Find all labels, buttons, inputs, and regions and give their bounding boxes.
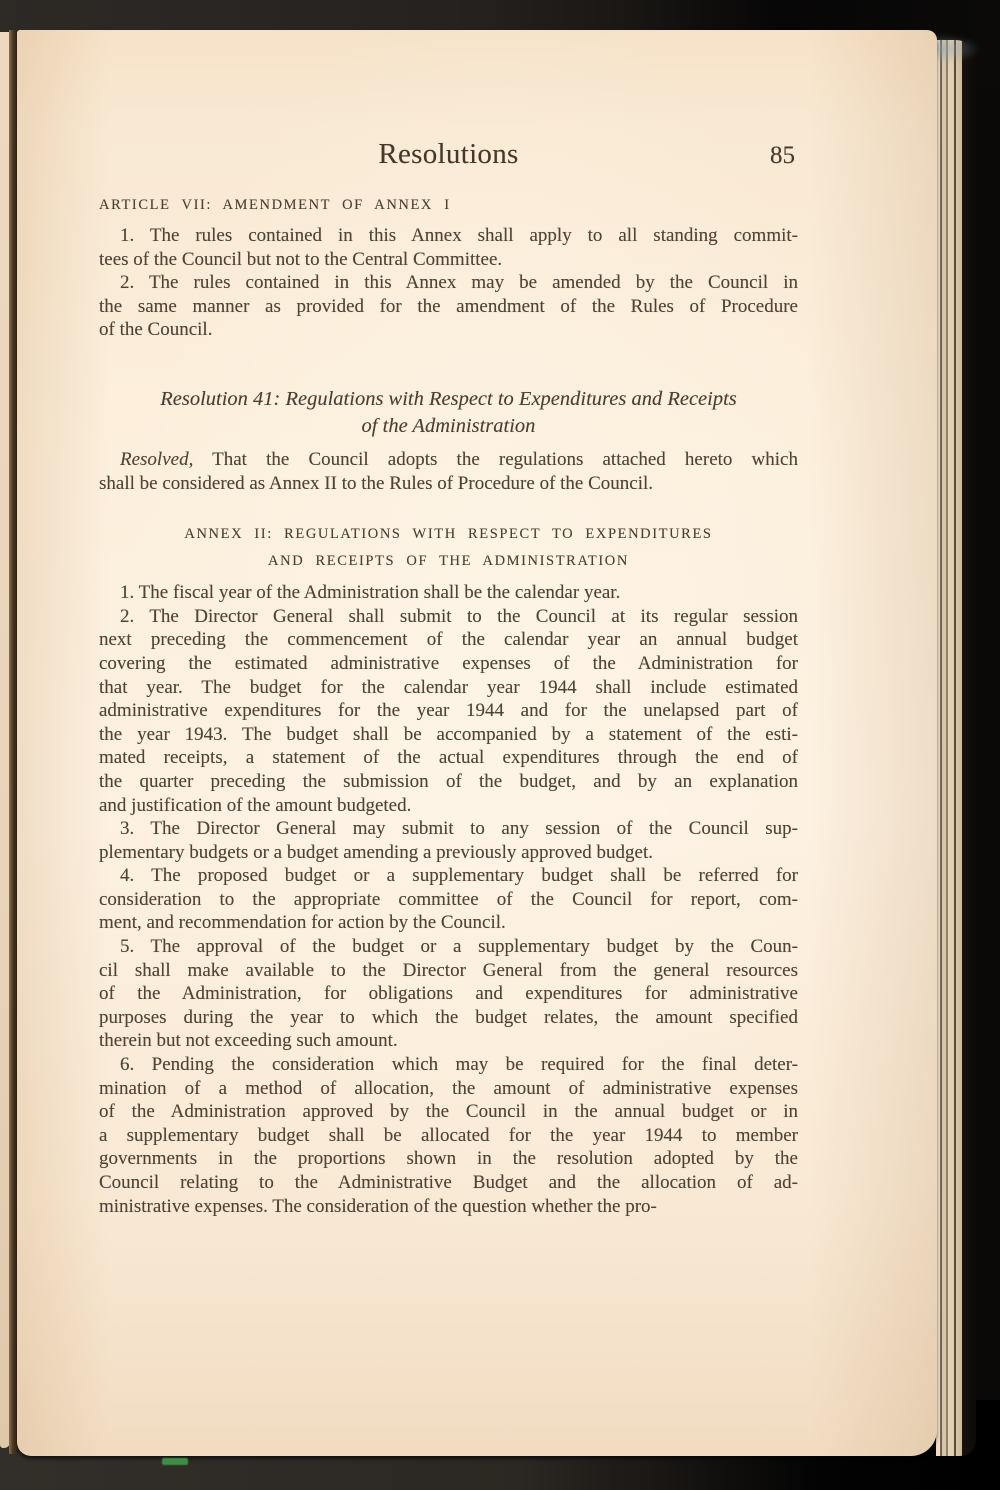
text-line: that year. The budget for the calendar year 1944 shall include estimated xyxy=(99,676,798,698)
text-line: of the Administration, for obligations and expenditures for administrative xyxy=(99,983,798,1005)
text-line: next preceding the commencement of the calendar year an annual budget xyxy=(99,629,798,651)
running-head xyxy=(99,136,798,172)
annex-items xyxy=(99,581,798,1218)
text-line: administrative expenditures for the year 1944 and for the unelapsed part of xyxy=(99,700,798,722)
text-line: 1. The rules contained in this Annex shall apply to all standing commit- xyxy=(120,225,798,246)
annex-heading xyxy=(99,521,798,575)
text-block xyxy=(99,136,798,1218)
text-line: a supplementary budget shall be allocated for the year 1944 to member xyxy=(99,1124,798,1146)
annex-item-6 xyxy=(99,1053,798,1218)
text-line: of the Administration approved by the Council in the annual budget or in xyxy=(99,1101,798,1123)
text-line: the year 1943. The budget shall be accompanied by a statement of the esti- xyxy=(99,723,798,745)
text-line: consideration to the appropriate committee of the Council for report, com- xyxy=(99,888,798,910)
text-line: ministrative expenses. The consideration of the question whether the pro- xyxy=(99,1195,657,1217)
text-line: the quarter preceding the submission of the budget, and by an explanation xyxy=(99,770,798,792)
text-line: Resolution 41: Regulations with Respect to Expenditures and Receipts xyxy=(160,387,737,410)
text-line: 5. The approval of the budget or a supplementary budget by the Coun- xyxy=(120,936,798,958)
text-line: purposes during the year to which the budget relates, the amount specified xyxy=(99,1006,798,1028)
annex-item-1 xyxy=(99,581,798,605)
page-number: 85 xyxy=(770,142,795,169)
annex-item-3 xyxy=(99,817,798,864)
text-line: governments in the proportions shown in the resolution adopted by the xyxy=(99,1148,798,1170)
text-line: 4. The proposed budget or a supplementary budget shall be referred for xyxy=(120,865,798,887)
text-line: ANNEX II: REGULATIONS WITH RESPECT TO EXPENDITURES xyxy=(184,526,713,543)
resolved-lead: Resolved, xyxy=(120,448,194,470)
text-line: ment, and recommendation for action by the Council. xyxy=(99,912,506,934)
text-line: 3. The Director General may submit to any session of the Council sup- xyxy=(120,818,798,840)
text-line: covering the estimated administrative expenses of the Administration for xyxy=(99,652,798,674)
text-line: mated receipts, a statement of the actual expenditures through the end of xyxy=(99,747,798,769)
text-line: 6. Pending the consideration which may be required for the final deter- xyxy=(120,1054,798,1076)
resolved-rest: That the Council adopts the regulations attached hereto which xyxy=(193,448,798,470)
article-paragraph-2 xyxy=(99,271,798,342)
text-line xyxy=(99,448,798,472)
page-stack-edges xyxy=(936,40,976,1456)
text-line: the same manner as provided for the amendment of the Rules of Procedure xyxy=(99,295,798,317)
text-line: 1. The fiscal year of the Administration shall be the calendar year. xyxy=(120,582,621,604)
text-line: 2. The rules contained in this Annex may be amended by the Council in xyxy=(120,272,798,294)
text-line: mination of a method of allocation, the amount of administrative expenses xyxy=(99,1077,798,1099)
text-line: of the Administration xyxy=(361,414,536,437)
text-line: and justification of the amount budgeted. xyxy=(99,794,412,816)
annex-item-5 xyxy=(99,935,798,1053)
annex-item-2 xyxy=(99,605,798,817)
text-line: 2. The Director General shall submit to the Council at its regular session xyxy=(120,605,798,627)
text-line: Council relating to the Administrative Budget and the allocation of ad- xyxy=(99,1172,798,1193)
text-line: AND RECEIPTS OF THE ADMINISTRATION xyxy=(268,553,629,570)
article-heading: ARTICLE VII: AMENDMENT OF ANNEX I xyxy=(99,197,451,213)
resolution-title xyxy=(99,386,798,440)
article-paragraph-1 xyxy=(99,224,798,271)
running-head-title: Resolutions xyxy=(378,138,519,170)
text-line: plementary budgets or a budget amending a previously approved budget. xyxy=(99,841,654,863)
text-line: cil shall make available to the Director General from the general resources xyxy=(99,959,798,981)
text-line: shall be considered as Annex II to the Rules of Procedure of the Council. xyxy=(99,472,654,494)
text-line: tees of the Council but not to the Central Committee. xyxy=(99,248,503,270)
annex-item-4 xyxy=(99,864,798,935)
resolved-paragraph xyxy=(99,448,798,495)
text-line: of the Council. xyxy=(99,319,213,341)
book-page xyxy=(17,30,937,1456)
scan-artifact-green xyxy=(162,1458,188,1465)
text-line: therein but not exceeding such amount. xyxy=(99,1030,398,1052)
